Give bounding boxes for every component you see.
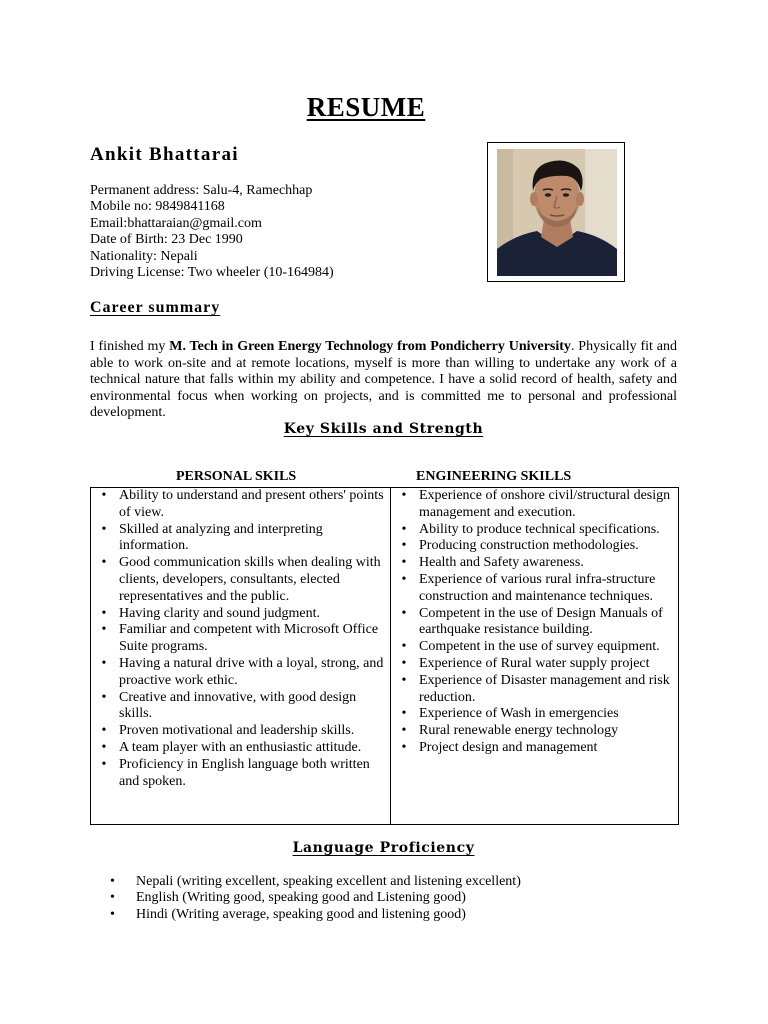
bullet-icon: • [101,555,107,571]
engineering-skill-item-text: Health and Safety awareness. [419,555,584,571]
personal-skill-item [91,488,390,522]
bullet-icon: • [401,571,407,587]
personal-skill-item-text: Skilled at analyzing and interpreting information. [119,521,323,554]
engineering-skill-item [391,656,678,673]
bullet-icon: • [401,521,407,537]
engineering-skill-item [391,538,678,555]
personal-skill-item-text: Having a natural drive with a loyal, strong, and proactive work ethic. [119,655,384,688]
bullet-icon: • [110,906,115,922]
engineering-skill-item-text: Experience of onshore civil/structural design management and execution. [419,488,671,520]
language-item [110,907,521,923]
bullet-icon: • [101,756,107,772]
personal-skill-item-text: Ability to understand and present others' points of view. [119,488,384,520]
contact-details [90,183,334,281]
engineering-skill-item-text: Producing construction methodologies. [419,538,639,554]
language-list [110,874,521,923]
language-item-text: Nepali (writing excellent, speaking excellent and listening excellent) [136,874,521,889]
bullet-icon: • [101,605,107,621]
profile-photo-image [497,149,617,276]
personal-skill-item-text: Creative and innovative, with good design skills. [119,689,357,722]
personal-skill-item [91,656,390,690]
personal-skill-item-text: A team player with an enthusiastic attitude. [119,739,362,755]
language-item-text: Hindi (Writing average, speaking good and listening good) [136,906,466,922]
summary-intro: I finished my [90,339,170,354]
engineering-skill-item [391,555,678,572]
bullet-icon: • [110,890,115,906]
bullet-icon: • [401,672,407,688]
engineering-skill-item [391,740,678,757]
engineering-skill-item [391,723,678,740]
language-proficiency-heading: Language Proficiency [292,840,475,856]
engineering-skill-item-text: Competent in the use of Design Manuals of earthquake resistance building. [419,605,663,638]
language-item [110,890,521,906]
engineering-skills-list [391,488,678,757]
skills-table [90,487,679,825]
personal-skill-item [91,740,390,757]
candidate-name: Ankit Bhattarai [90,144,239,165]
engineering-skill-item [391,522,678,539]
bullet-icon: • [401,639,407,655]
personal-skills-column [91,488,391,824]
personal-skill-item [91,690,390,724]
key-skills-heading: Key Skills and Strength [283,421,484,437]
bullet-icon: • [401,706,407,722]
engineering-skill-item-text: Ability to produce technical specifications. [419,521,660,537]
nationality-line: Nationality: Nepali [90,248,198,264]
engineering-skill-item [391,639,678,656]
personal-skill-item-text: Proficiency in English language both written and spoken. [119,756,370,789]
language-item-text: English (Writing good, speaking good and Listening good) [136,890,466,906]
bullet-icon: • [101,488,107,503]
profile-photo-frame [487,142,625,282]
bullet-icon: • [101,521,107,537]
career-summary-heading: Career summary [90,299,221,316]
email-line: Email:bhattaraian@gmail.com [90,215,262,231]
personal-skill-item-text: Proven motivational and leadership skills. [119,723,355,739]
bullet-icon: • [401,488,407,503]
engineering-skill-item [391,488,678,522]
engineering-skill-item [391,706,678,723]
bullet-icon: • [101,689,107,705]
personal-skill-item [91,522,390,556]
career-summary-text [90,339,677,422]
bullet-icon: • [401,605,407,621]
address-line: Permanent address: Salu-4, Ramechhap [90,183,313,198]
personal-skill-item [91,622,390,656]
engineering-skill-item-text: Experience of Rural water supply project [419,655,650,671]
engineering-skills-column [391,488,678,824]
bullet-icon: • [110,874,115,889]
personal-skill-item [91,757,390,791]
profile-photo [497,149,617,276]
engineering-skill-item-text: Rural renewable energy technology [419,723,619,739]
language-item [110,874,521,890]
bullet-icon: • [101,739,107,755]
engineering-skill-item [391,606,678,640]
personal-skills-list [91,488,390,790]
engineering-skill-item-text: Experience of Wash in emergencies [419,706,619,722]
bullet-icon: • [401,538,407,554]
engineering-skill-item-text: Competent in the use of survey equipment. [419,639,660,655]
engineering-skill-item [391,673,678,707]
engineering-skill-item-text: Experience of Disaster management and risk reduction. [419,672,670,705]
mobile-line: Mobile no: 9849841168 [90,199,225,215]
personal-skill-item [91,606,390,623]
summary-rest: . Physically fit and able to work on-site and at remote locations, myself is more than willing to undertake any work of a technical nature that falls within my ability and competence. I have a solid record of health, safety and environmental focus when working on projects, and is committed me to personal and professional development. [90,339,677,421]
summary-degree: M. Tech in Green Energy Technology from Pondicherry University [169,339,571,354]
personal-skill-item-text: Having clarity and sound judgment. [119,605,321,621]
bullet-icon: • [401,555,407,571]
personal-skill-item [91,723,390,740]
resume-title: RESUME [306,92,426,122]
bullet-icon: • [401,739,407,755]
engineering-skills-heading: ENGINEERING SKILLS [416,469,572,484]
engineering-skill-item-text: Experience of various rural infra-structure construction and maintenance techniques. [419,571,656,604]
personal-skill-item-text: Good communication skills when dealing with clients, developers, consultants, elected representatives and the public. [119,555,381,604]
license-line: Driving License: Two wheeler (10-164984) [90,265,334,281]
bullet-icon: • [401,723,407,739]
engineering-skill-item-text: Project design and management [419,739,598,755]
bullet-icon: • [401,655,407,671]
personal-skill-item [91,555,390,605]
personal-skills-heading: PERSONAL SKILS [176,469,297,484]
bullet-icon: • [101,622,107,638]
personal-skill-item-text: Familiar and competent with Microsoft Office Suite programs. [119,622,379,655]
bullet-icon: • [101,723,107,739]
engineering-skill-item [391,572,678,606]
dob-line: Date of Birth: 23 Dec 1990 [90,232,243,248]
bullet-icon: • [101,655,107,671]
